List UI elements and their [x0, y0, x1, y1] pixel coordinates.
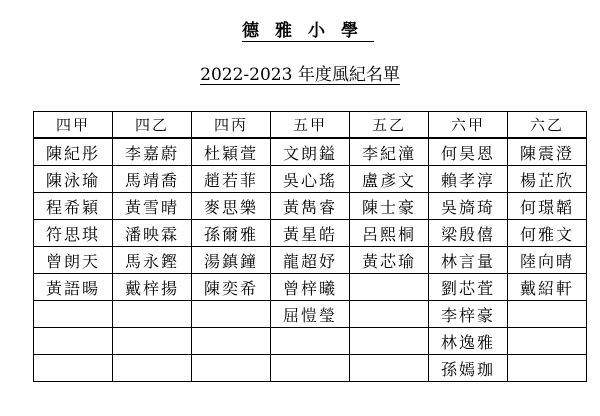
table-row: [34, 193, 587, 220]
student-name-cell: [350, 274, 429, 301]
student-name-cell: 陳震澄: [508, 138, 587, 166]
prefect-roster-table: [33, 111, 587, 382]
student-name-cell: 黃雪晴: [113, 193, 192, 220]
table-row: [34, 274, 587, 301]
student-name-cell: [34, 301, 113, 328]
student-name-cell: 李紀潼: [350, 138, 429, 166]
student-name-cell: 林逸雅: [429, 328, 508, 355]
class-header: 四丙: [192, 112, 271, 139]
student-name-cell: 黃芯瑜: [350, 247, 429, 274]
header-row: [34, 112, 587, 139]
student-name-cell: [271, 355, 350, 382]
student-name-cell: 黃雋睿: [271, 193, 350, 220]
student-name-cell: 何雅文: [508, 220, 587, 247]
student-name-cell: 孫爾雅: [192, 220, 271, 247]
student-name-cell: 陳士豪: [350, 193, 429, 220]
roster-body: [34, 138, 587, 382]
student-name-cell: 賴孝淳: [429, 166, 508, 193]
student-name-cell: 湯鎮鐘: [192, 247, 271, 274]
student-name-cell: 馬靖喬: [113, 166, 192, 193]
roster-header: [34, 112, 587, 139]
school-name-heading: [0, 16, 600, 41]
student-name-cell: 楊芷欣: [508, 166, 587, 193]
student-name-cell: 陳奕希: [192, 274, 271, 301]
student-name-cell: 何昊恩: [429, 138, 508, 166]
student-name-cell: 李嘉蔚: [113, 138, 192, 166]
student-name-cell: 呂熙桐: [350, 220, 429, 247]
student-name-cell: 馬永鏗: [113, 247, 192, 274]
student-name-cell: 潘映霖: [113, 220, 192, 247]
student-name-cell: [350, 355, 429, 382]
student-name-cell: [34, 355, 113, 382]
student-name-cell: 趙若菲: [192, 166, 271, 193]
table-row: [34, 328, 587, 355]
student-name-cell: 戴紹軒: [508, 274, 587, 301]
student-name-cell: [113, 328, 192, 355]
student-name-cell: 劉芯萓: [429, 274, 508, 301]
student-name-cell: 陳紀彤: [34, 138, 113, 166]
table-row: [34, 166, 587, 193]
student-name-cell: 盧彥文: [350, 166, 429, 193]
student-name-cell: [192, 355, 271, 382]
student-name-cell: 陸向晴: [508, 247, 587, 274]
student-name-cell: [113, 301, 192, 328]
student-name-cell: 何璟韜: [508, 193, 587, 220]
student-name-cell: 屈愷瑩: [271, 301, 350, 328]
subtitle-text: 2022-2023 年度風紀名單: [200, 65, 400, 85]
student-name-cell: [350, 301, 429, 328]
class-header: 五甲: [271, 112, 350, 139]
school-name-text: 德雅小學: [242, 21, 374, 41]
table-row: [34, 355, 587, 382]
student-name-cell: 吳旖琦: [429, 193, 508, 220]
student-name-cell: 文朗鎰: [271, 138, 350, 166]
student-name-cell: [508, 301, 587, 328]
student-name-cell: [350, 328, 429, 355]
student-name-cell: 龍超妤: [271, 247, 350, 274]
class-header: 五乙: [350, 112, 429, 139]
student-name-cell: 梁殷僖: [429, 220, 508, 247]
document-subtitle: [0, 60, 600, 85]
student-name-cell: [508, 355, 587, 382]
student-name-cell: [34, 328, 113, 355]
table-row: [34, 247, 587, 274]
class-header: 六甲: [429, 112, 508, 139]
student-name-cell: 符思琪: [34, 220, 113, 247]
student-name-cell: 吳心瑤: [271, 166, 350, 193]
student-name-cell: 黃星皓: [271, 220, 350, 247]
table-row: [34, 301, 587, 328]
class-header: 四甲: [34, 112, 113, 139]
student-name-cell: [508, 328, 587, 355]
table-row: [34, 138, 587, 166]
student-name-cell: 戴梓揚: [113, 274, 192, 301]
student-name-cell: 林言量: [429, 247, 508, 274]
student-name-cell: 杜穎萱: [192, 138, 271, 166]
class-header: 六乙: [508, 112, 587, 139]
student-name-cell: 黃語暘: [34, 274, 113, 301]
student-name-cell: [192, 301, 271, 328]
student-name-cell: 陳泳瑜: [34, 166, 113, 193]
class-header: 四乙: [113, 112, 192, 139]
student-name-cell: 麥思樂: [192, 193, 271, 220]
table-row: [34, 220, 587, 247]
student-name-cell: [113, 355, 192, 382]
student-name-cell: 曾梓曦: [271, 274, 350, 301]
student-name-cell: 李梓豪: [429, 301, 508, 328]
student-name-cell: 孫嫣珈: [429, 355, 508, 382]
student-name-cell: [271, 328, 350, 355]
student-name-cell: [192, 328, 271, 355]
student-name-cell: 程希穎: [34, 193, 113, 220]
student-name-cell: 曾朗天: [34, 247, 113, 274]
